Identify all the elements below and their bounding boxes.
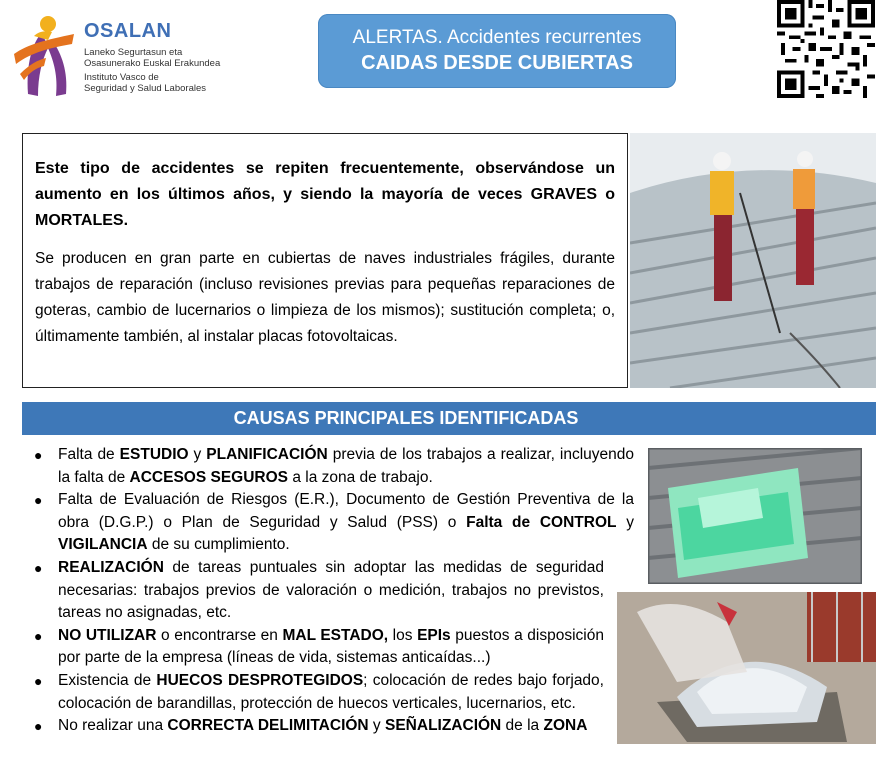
- intro-box: [22, 133, 628, 388]
- osalan-logo: [12, 14, 252, 99]
- bullet-icon: ●: [34, 672, 43, 689]
- cause-item-1: ● Falta de ESTUDIO y PLANIFICACIÓN previa de los trabajos a realizar, incluyendo la falta de ACCESOS SEGUROS a la zona de trabajo.: [34, 446, 635, 486]
- org-line-4: Seguridad y Salud Laborales: [84, 83, 207, 94]
- cause-item-4: ● NO UTILIZAR o encontrarse en MAL ESTADO, los EPIs puestos a disposición por parte de la empresa (líneas de vida, sistemas anticaídas...): [34, 626, 604, 667]
- alert-title: ALERTAS. Accidentes recurrentes: [352, 27, 642, 48]
- section-causes-title-text: CAUSAS PRINCIPALES IDENTIFICADAS: [233, 408, 579, 428]
- cause-item-5: ● Existencia de HUECOS DESPROTEGIDOS; colocación de redes bajo forjado, colocación de barandillas, protección de huecos verticales, lucernarios, etc.: [34, 671, 604, 712]
- intro-paragraph-1: Este tipo de accidentes se repiten frecuentemente, observándose un aumento en los últimos años, y siendo la mayoría de veces GRAVES o MORTALES.: [35, 160, 615, 229]
- bullet-icon: ●: [34, 718, 43, 735]
- cause-item-2: ● Falta de Evaluación de Riesgos (E.R.), Documento de Gestión Preventiva de la obra (D.G.P.) o Plan de Seguridad y Salud (PSS) o Falta de CONTROL y VIGILANCIA de su cumplimiento.: [34, 491, 634, 554]
- cause-item-6: ● No realizar una CORRECTA DELIMITACIÓN y SEÑALIZACIÓN de la ZONA: [34, 715, 634, 738]
- section-causes-title: [22, 402, 876, 435]
- alert-title-box: [318, 14, 676, 88]
- broken-skylight-dome-photo: [617, 592, 876, 744]
- org-line-1: Laneko Segurtasun eta: [84, 47, 183, 58]
- bullet-icon: ●: [34, 559, 43, 576]
- qr-code-icon[interactable]: [776, 0, 876, 98]
- causes-list: [34, 444, 634, 738]
- alert-subtitle: CAIDAS DESDE CUBIERTAS: [361, 52, 633, 74]
- roof-workers-photo: [630, 133, 876, 388]
- intro-paragraph-2: Se producen en gran parte en cubiertas de naves industriales frágiles, durante trabajos de reparación (incluso revisiones previas para pequeñas reparaciones de goteras, cambio de lucernarios o limpieza de los mismos); sustitución completa; o, últimamente también, al instalar placas fotovoltaicas.: [35, 250, 615, 345]
- cause-item-3: ● REALIZACIÓN de tareas puntuales sin adoptar las medidas de seguridad necesarias: trabajos previos de valoración o medición, trabajos no previstos, tareas no asignadas, etc.: [34, 558, 604, 622]
- org-name: OSALAN: [84, 20, 172, 42]
- bullet-icon: ●: [34, 627, 43, 644]
- org-line-3: Instituto Vasco de: [84, 72, 159, 83]
- org-line-2: Osasunerako Euskal Erakundea: [84, 58, 221, 69]
- bullet-icon: ●: [34, 447, 43, 463]
- bullet-icon: ●: [34, 492, 43, 509]
- skylight-photo: [648, 448, 862, 584]
- osalan-figure-icon: [12, 14, 76, 98]
